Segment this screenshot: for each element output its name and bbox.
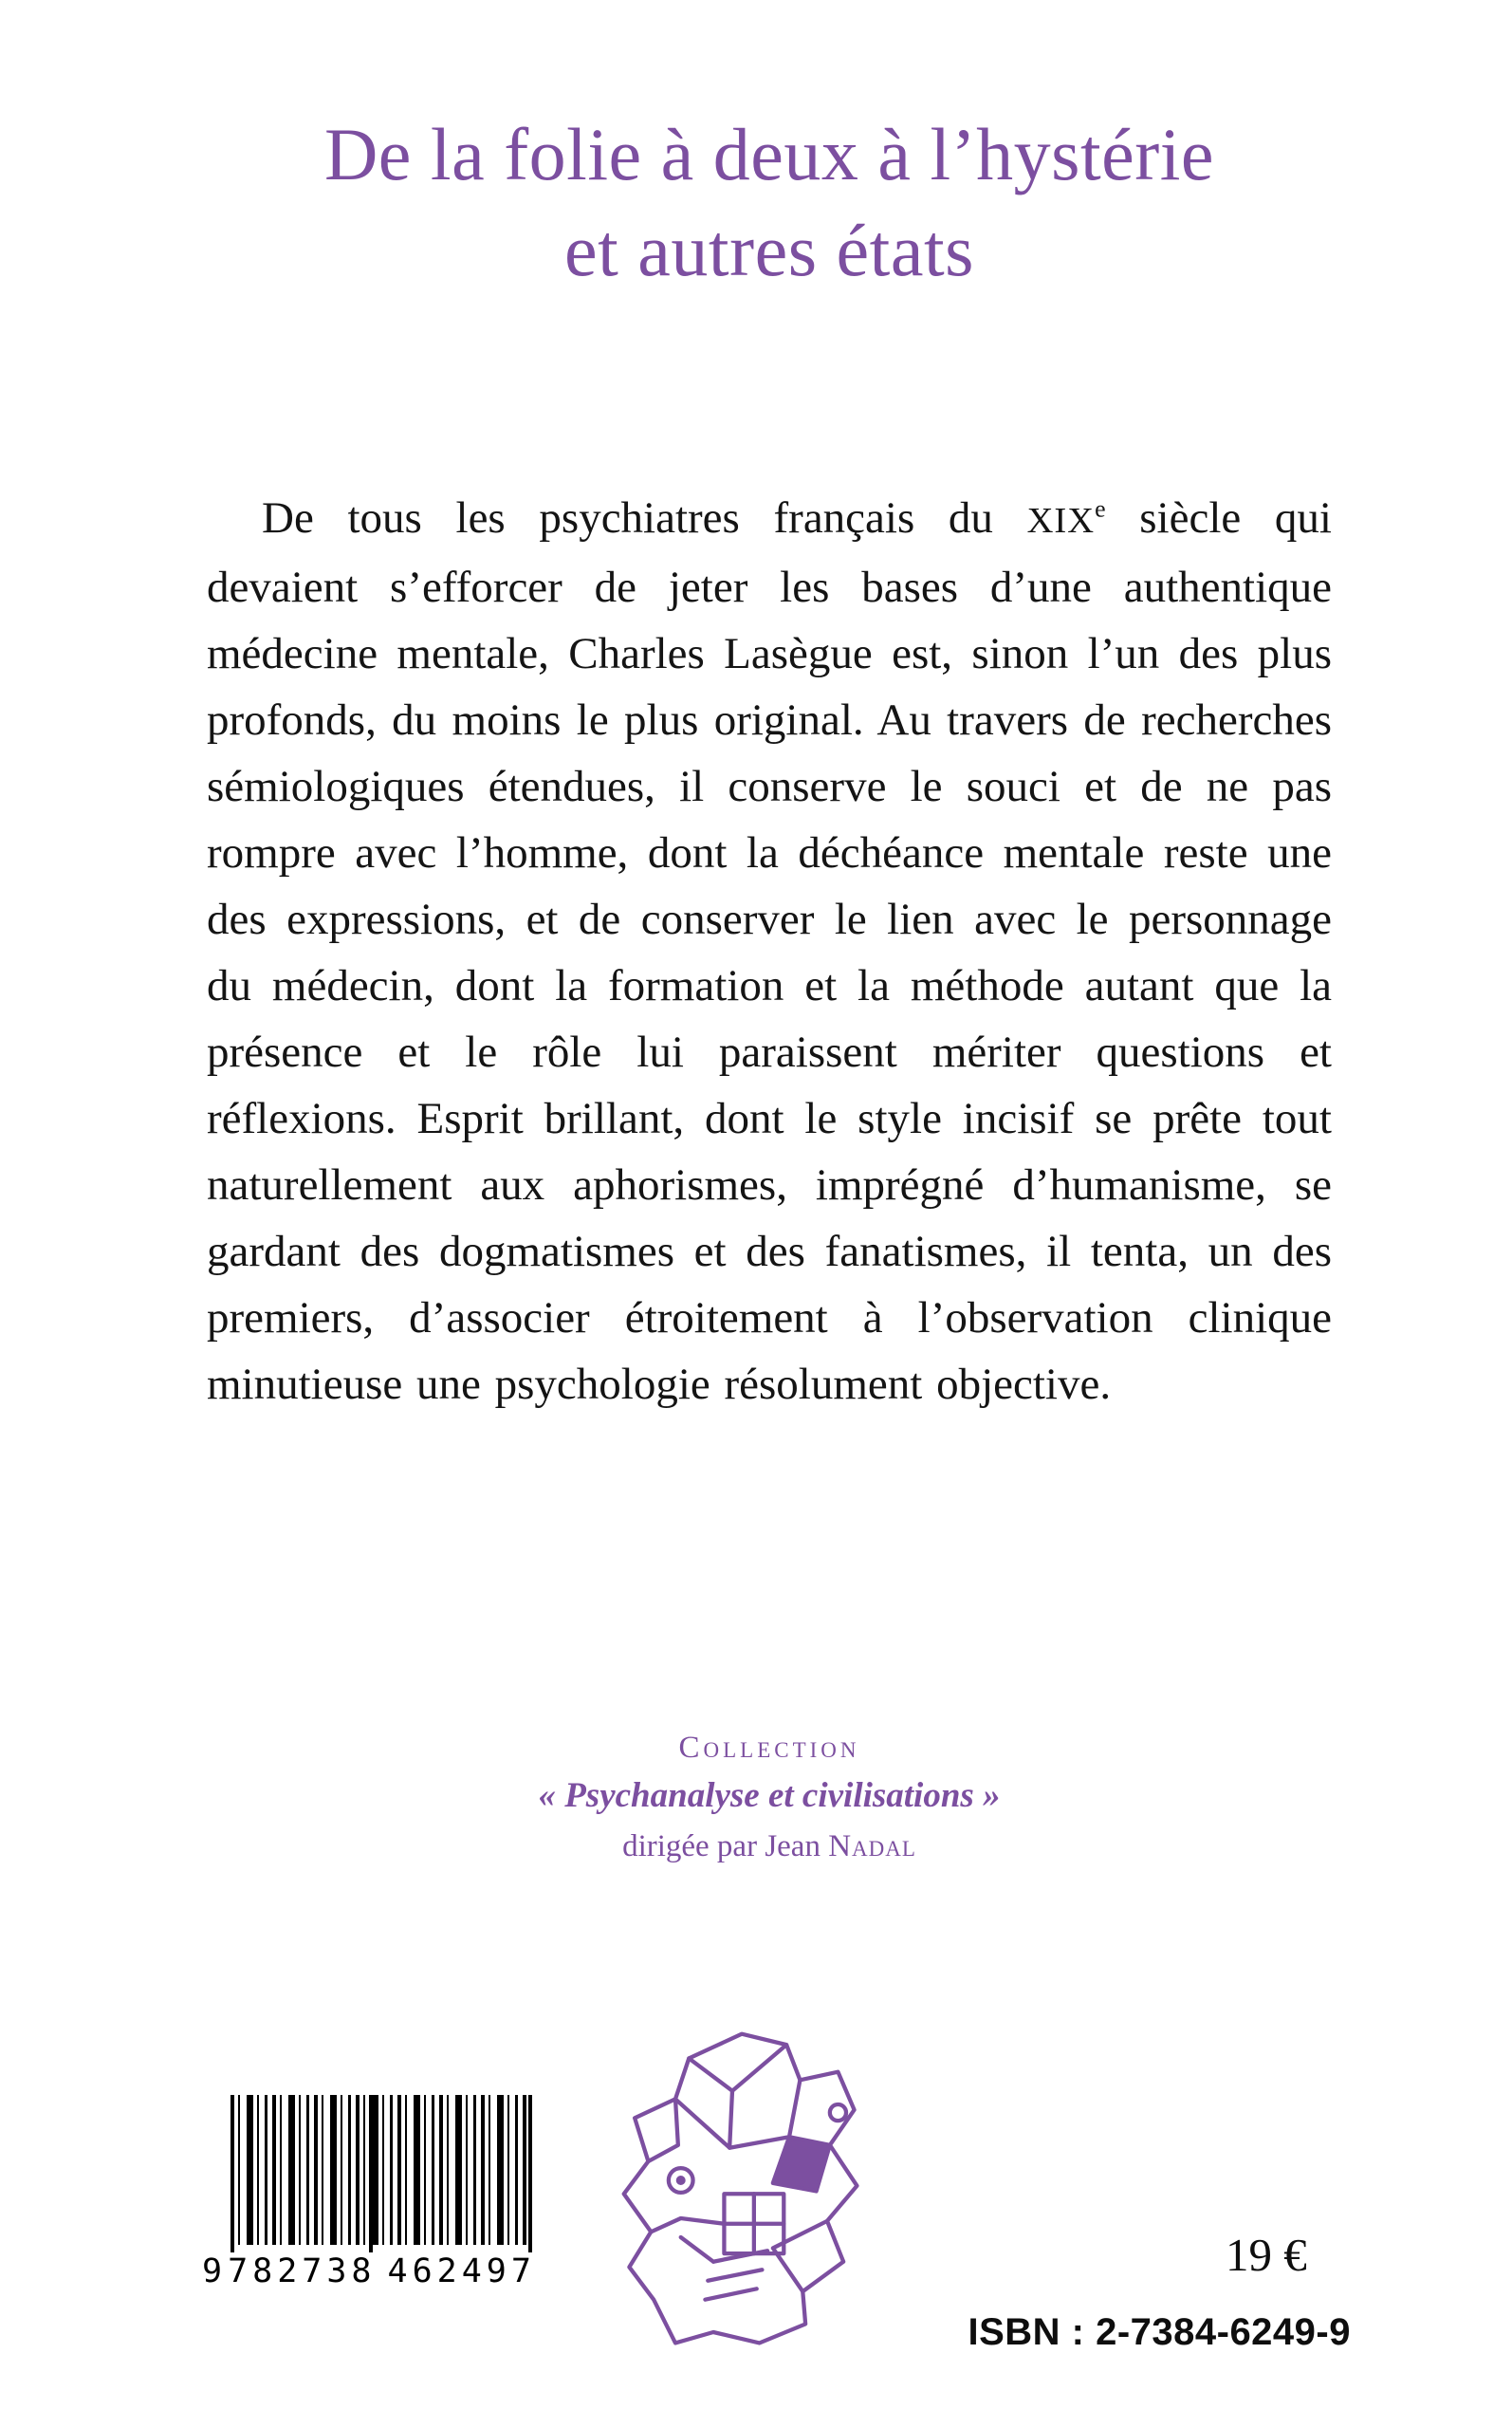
barcode-group-2: 462497: [387, 2252, 536, 2290]
title-line-2: et autres états: [564, 209, 974, 292]
publisher-logo-icon: [599, 2019, 884, 2361]
collection-director: [207, 1829, 1332, 1864]
collection-series-title: « Psychanalyse et civilisations »: [538, 1775, 1001, 1815]
barcode-first-digit: 9: [202, 2252, 223, 2290]
century-roman-numeral: XIX: [1026, 500, 1096, 541]
barcode-digits: [202, 2245, 536, 2290]
barcode: [202, 2095, 536, 2308]
barcode-bars: [230, 2095, 532, 2245]
director-prefix: dirigée par Jean: [622, 1828, 829, 1863]
price: 19 €: [1226, 2229, 1307, 2281]
back-cover-blurb: [207, 485, 1332, 1418]
collection-block: [207, 1731, 1332, 1864]
collection-label: Collection: [678, 1730, 860, 1765]
isbn: ISBN : 2-7384-6249-9: [968, 2311, 1351, 2353]
title-line-1: De la folie à deux à l’hystérie: [323, 113, 1215, 195]
cover-content: [207, 0, 1332, 1864]
publisher-logo: [599, 2019, 884, 2361]
blurb-part-2: siècle qui devaient s’efforcer de jeter les bases d’une authentique médecine mentale, Charles Lasègue est, sinon l’un des plus profonds, du moins le plus original. Au travers de recherches sémiologiques étendues, il conserve le souci et de ne pas rompre avec l’homme, dont la déchéance mentale reste une des expressions, et de conserver le lien avec le personnage du médecin, dont la formation et la méthode autant que la présence et le rôle lui paraissent mériter questions et réflexions. Esprit brillant, dont le style incisif se prête tout naturellement aux aphorismes, imprégné d’humanisme, se gardant des dogmatismes et des fanatismes, il tenta, un des premiers, d’associer étroitement à l’observation clinique minutieuse une psychologie résolument objective.: [207, 492, 1332, 1409]
director-name: Nadal: [828, 1828, 916, 1863]
blurb-part-1: De tous les psychiatres français du: [262, 492, 1027, 543]
book-title: [207, 106, 1332, 299]
century-superscript: e: [1095, 494, 1106, 523]
barcode-group-1: 782738: [228, 2252, 377, 2290]
